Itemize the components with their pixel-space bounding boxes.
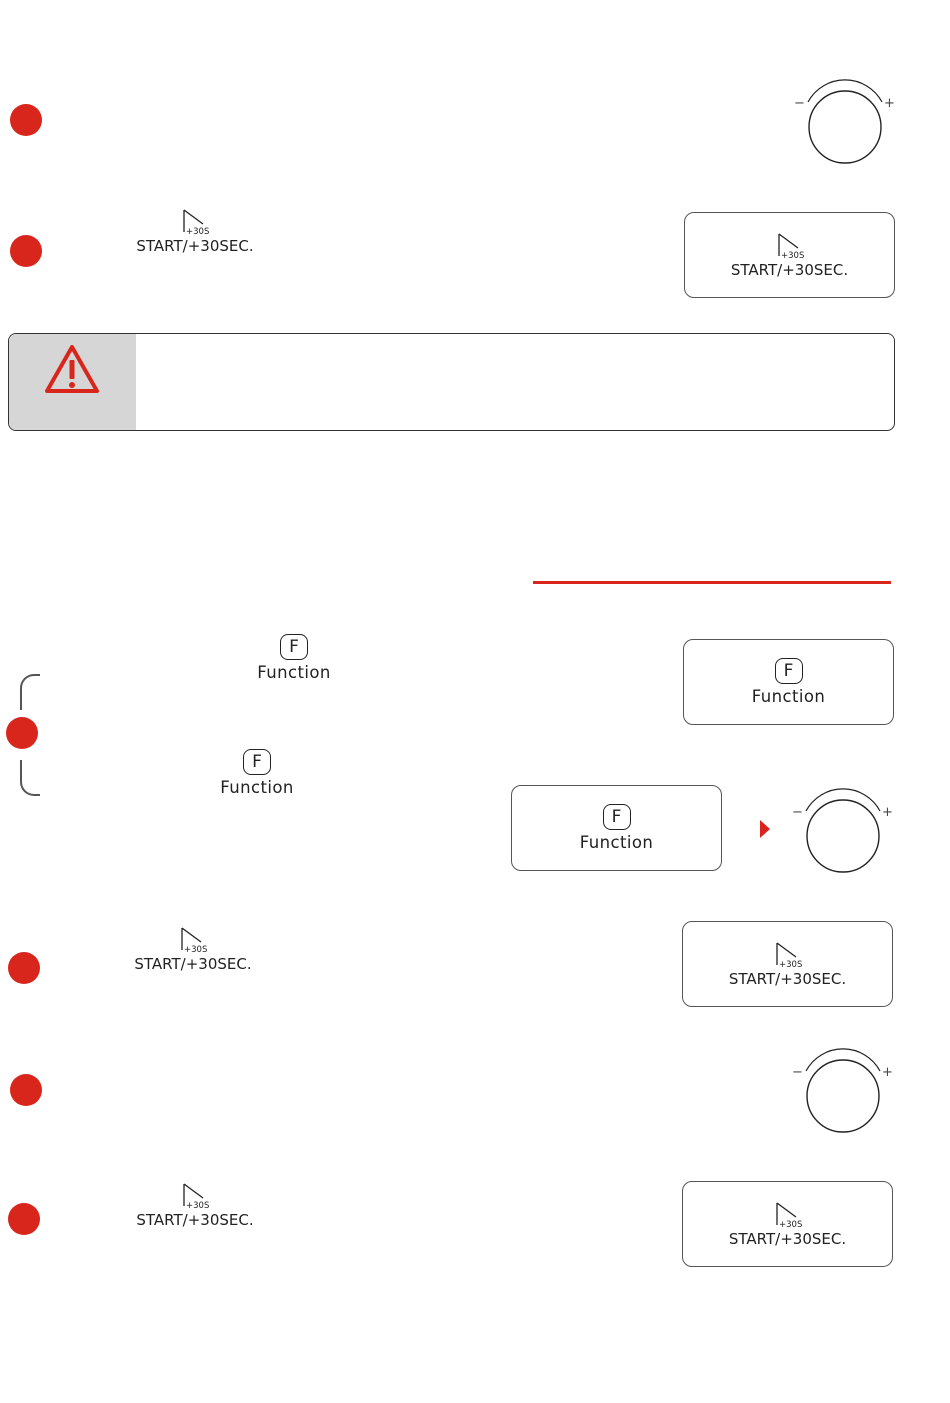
start-button[interactable]	[682, 921, 893, 1007]
warning-box	[8, 333, 895, 431]
function-f-icon: F	[603, 804, 631, 830]
start-inline-icon	[128, 1182, 262, 1229]
function-inline-icon	[244, 634, 344, 682]
warning-triangle-icon	[43, 343, 101, 395]
svg-text:+30S: +30S	[778, 959, 802, 969]
step-marker	[8, 952, 40, 984]
svg-text:+30S: +30S	[186, 1201, 210, 1210]
svg-text:−: −	[792, 1065, 803, 1080]
svg-text:−: −	[792, 805, 803, 820]
function-f-icon: F	[775, 658, 803, 684]
step-marker	[10, 1074, 42, 1106]
start-label: START/+30SEC.	[136, 237, 254, 255]
function-label: Function	[220, 778, 294, 797]
start-button-label: START/+30SEC.	[728, 1229, 847, 1248]
svg-text:−: −	[794, 96, 805, 111]
bracket-bottom	[20, 760, 40, 796]
section-divider	[533, 581, 891, 584]
function-label: Function	[257, 663, 331, 682]
svg-text:+30S: +30S	[184, 945, 208, 954]
red-arrow-right-icon	[758, 819, 772, 839]
function-f-icon: F	[243, 749, 271, 775]
play-triangle-icon	[771, 1201, 805, 1229]
warning-sidebar	[9, 334, 136, 430]
start-button-label: START/+30SEC.	[728, 969, 847, 988]
play-triangle-icon	[773, 232, 807, 260]
dial-knob-icon[interactable]	[790, 787, 894, 879]
function-inline-icon	[207, 749, 307, 797]
function-button-label: Function	[579, 833, 654, 852]
play-triangle-icon	[771, 941, 805, 969]
function-button-label: Function	[751, 687, 826, 706]
function-button[interactable]	[683, 639, 894, 725]
start-inline-icon	[128, 208, 262, 255]
play-triangle-icon	[178, 208, 212, 236]
step-marker	[6, 717, 38, 749]
svg-text:+: +	[884, 96, 895, 111]
function-f-icon: F	[280, 634, 308, 660]
play-triangle-icon	[178, 1182, 212, 1210]
step-marker	[10, 104, 42, 136]
bracket-top	[20, 674, 40, 710]
play-triangle-icon	[176, 926, 210, 954]
start-inline-icon	[126, 926, 260, 973]
svg-text:+30S: +30S	[186, 227, 210, 236]
svg-text:+: +	[882, 805, 893, 820]
function-button[interactable]	[511, 785, 722, 871]
step-marker	[8, 1203, 40, 1235]
step-marker	[10, 235, 42, 267]
start-button-label: START/+30SEC.	[730, 260, 849, 279]
dial-knob-icon[interactable]	[792, 78, 896, 170]
svg-text:+30S: +30S	[780, 250, 804, 260]
start-label: START/+30SEC.	[134, 955, 252, 973]
dial-knob-icon[interactable]	[790, 1047, 894, 1139]
start-label: START/+30SEC.	[136, 1211, 254, 1229]
start-button[interactable]	[682, 1181, 893, 1267]
start-button[interactable]	[684, 212, 895, 298]
svg-text:+30S: +30S	[778, 1219, 802, 1229]
svg-text:+: +	[882, 1065, 893, 1080]
